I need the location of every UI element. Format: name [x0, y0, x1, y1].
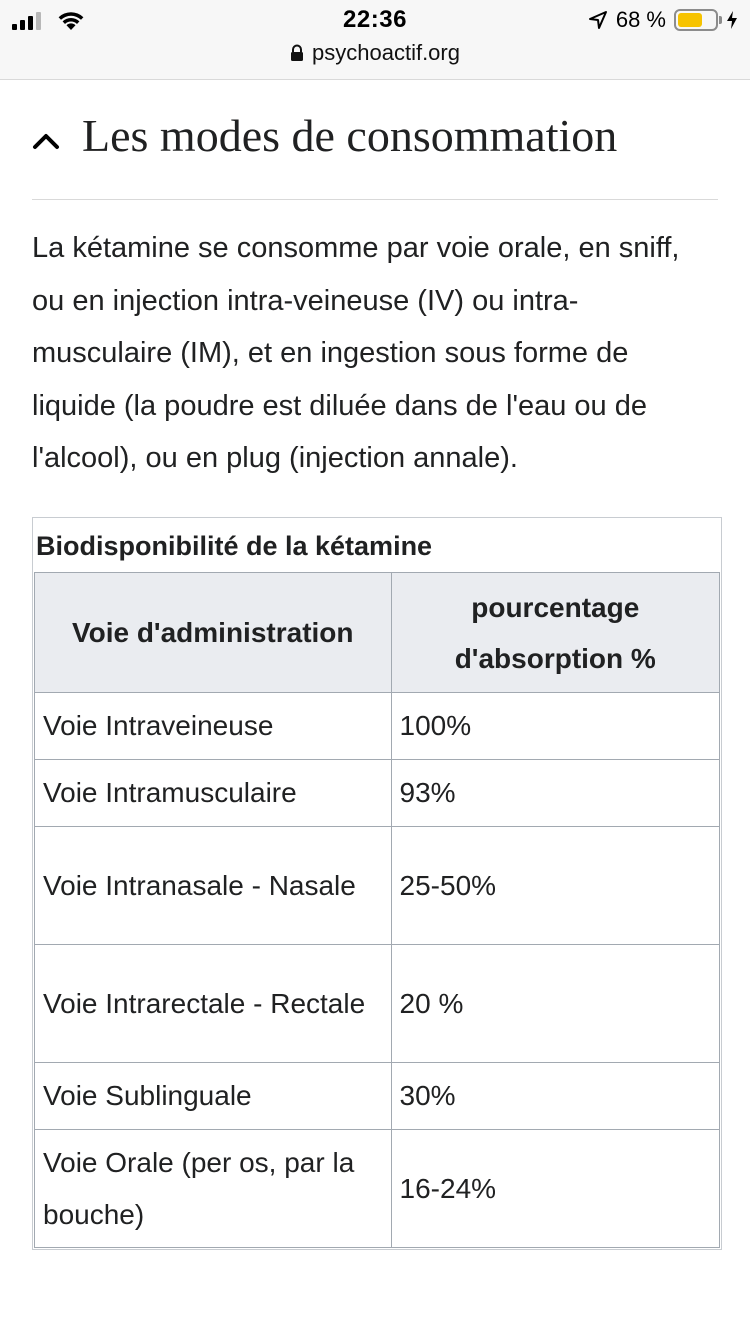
section-title: Les modes de consommation — [82, 110, 618, 161]
absorption-cell: 93% — [391, 760, 719, 827]
table-row — [35, 827, 720, 945]
route-cell: Voie Intramusculaire — [35, 760, 392, 827]
table-caption: Biodisponibilité de la kétamine — [36, 531, 433, 561]
battery-fill — [678, 13, 702, 27]
location-arrow-icon — [588, 10, 608, 30]
battery-percent: 68 % — [615, 7, 666, 32]
lock-icon — [290, 44, 304, 62]
data-table — [34, 572, 720, 1248]
route-cell: Voie Intraveineuse — [35, 693, 392, 760]
charging-bolt-icon — [726, 10, 738, 30]
table-row — [35, 945, 720, 1063]
absorption-cell: 20 % — [391, 945, 719, 1063]
table-row — [35, 1063, 720, 1130]
header-absorption: pourcentage d'absorption % — [391, 573, 719, 693]
section-header[interactable] — [32, 80, 718, 200]
table-row — [35, 760, 720, 827]
route-cell: Voie Intranasale - Nasale — [35, 827, 392, 945]
absorption-cell: 25-50% — [391, 827, 719, 945]
absorption-cell: 30% — [391, 1063, 719, 1130]
table-header-row — [35, 573, 720, 693]
status-right — [588, 6, 738, 34]
absorption-cell: 100% — [391, 693, 719, 760]
url-text: psychoactif.org — [312, 40, 460, 65]
clock: 22:36 — [343, 6, 407, 33]
header-route: Voie d'administration — [35, 573, 392, 693]
status-bar — [0, 0, 750, 80]
route-cell: Voie Intrarectale - Rectale — [35, 945, 392, 1063]
chevron-up-icon[interactable] — [32, 127, 60, 155]
table-row — [35, 693, 720, 760]
article-content — [32, 80, 718, 485]
table-row — [35, 1130, 720, 1248]
route-cell: Voie Sublinguale — [35, 1063, 392, 1130]
section-paragraph: La kétamine se consomme par voie orale, en sniff, ou en injection intra-veineuse (IV) ou intra-musculaire (IM), et en ingestion sous forme de liquide (la poudre est diluée dans de l'eau ou de l'alcool), ou en plug (injection annale). — [32, 232, 680, 474]
bioavailability-table — [32, 517, 722, 1250]
route-cell: Voie Orale (per os, par la bouche) — [35, 1130, 392, 1248]
battery-icon — [674, 9, 718, 31]
absorption-cell: 16-24% — [391, 1130, 719, 1248]
address-bar[interactable] — [0, 40, 750, 66]
